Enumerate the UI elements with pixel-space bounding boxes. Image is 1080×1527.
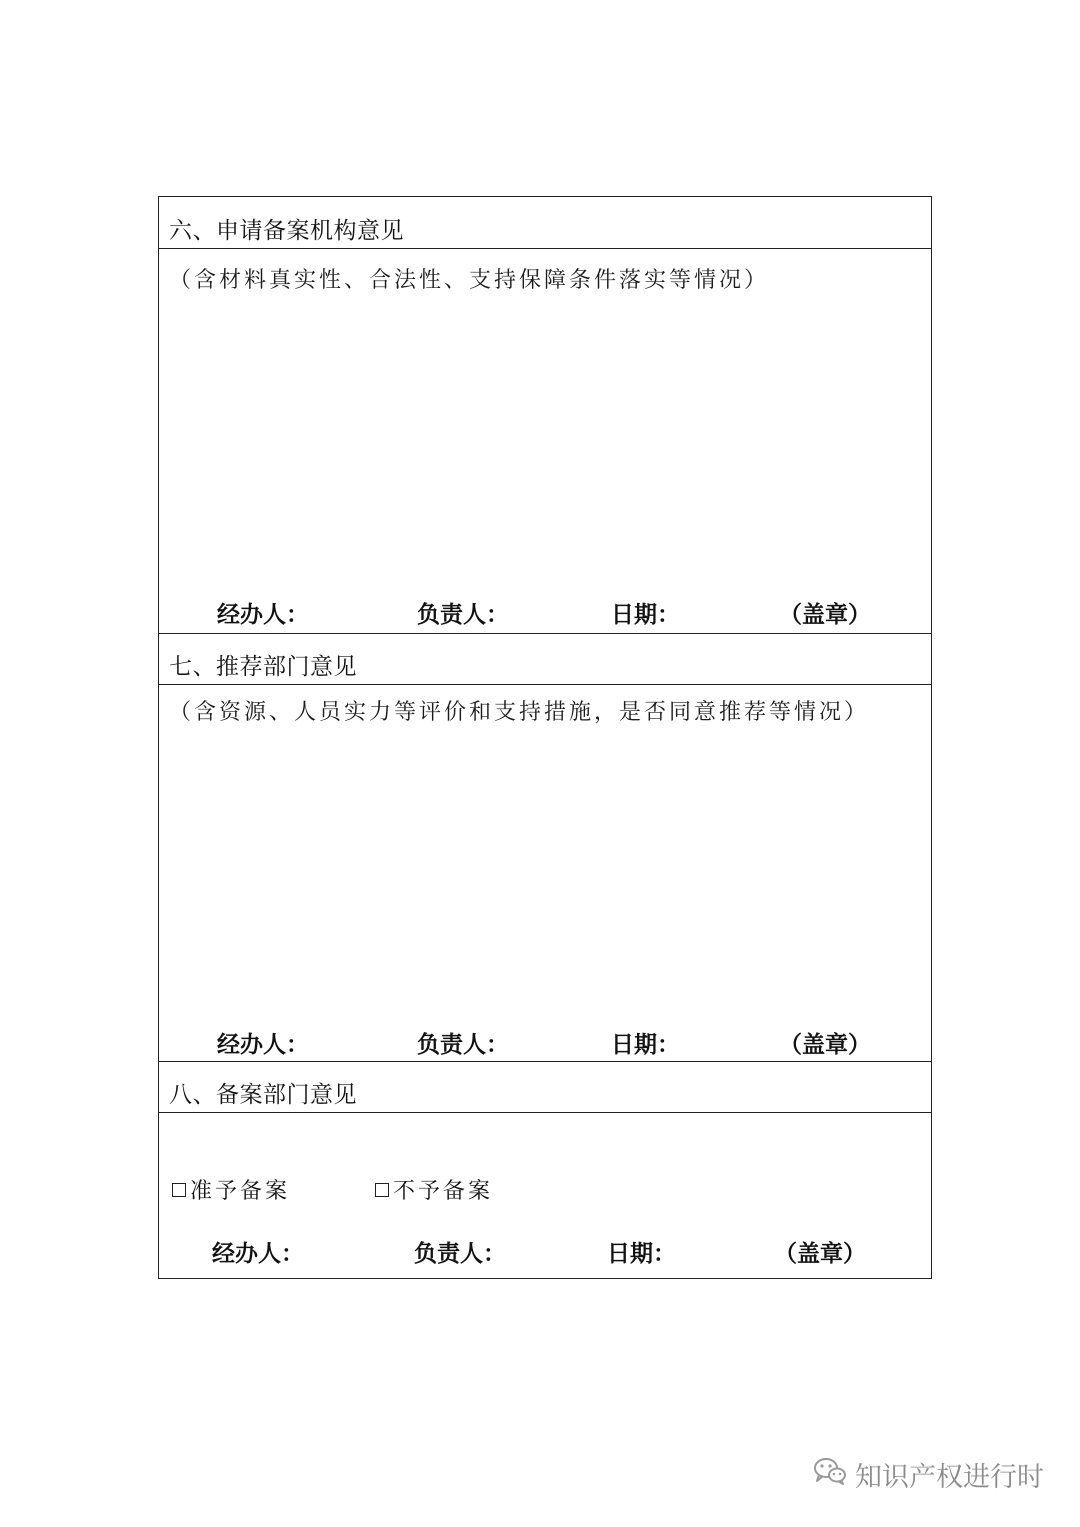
section-7-handler-label: 经办人：	[217, 1032, 309, 1058]
watermark	[813, 1455, 1044, 1494]
wechat-icon	[813, 1456, 855, 1493]
section-7-responsible-label: 负责人：	[417, 1032, 509, 1058]
section-8-seal-label: （盖章）	[774, 1241, 866, 1267]
section-6-title: 六、申请备案机构意见	[169, 218, 404, 244]
approve-option[interactable]	[172, 1174, 290, 1205]
section-8-responsible-label: 负责人：	[414, 1241, 506, 1267]
section-6-note: （含材料真实性、合法性、支持保障条件落实等情况）	[169, 268, 770, 293]
section-8-date-label: 日期：	[607, 1241, 676, 1267]
section-6-date-label: 日期：	[611, 602, 680, 628]
section-7-seal-label: （盖章）	[779, 1032, 871, 1058]
section-6-responsible-label: 负责人：	[417, 602, 509, 628]
filing-opinion-form	[158, 196, 932, 1279]
section-6-body[interactable]	[159, 249, 931, 634]
section-7-title: 七、推荐部门意见	[169, 654, 357, 680]
section-8-title: 八、备案部门意见	[169, 1082, 357, 1108]
section-7-body[interactable]	[159, 685, 931, 1062]
approve-checkbox[interactable]	[172, 1183, 186, 1197]
section-8-header	[159, 1062, 931, 1113]
reject-option-label: 不予备案	[393, 1179, 494, 1204]
section-7-note: （含资源、人员实力等评价和支持措施，是否同意推荐等情况）	[169, 700, 870, 725]
section-8-body	[159, 1113, 931, 1277]
section-6-header	[159, 197, 931, 249]
section-6-handler-label: 经办人：	[217, 602, 309, 628]
section-6-seal-label: （盖章）	[779, 602, 871, 628]
section-7-date-label: 日期：	[611, 1032, 680, 1058]
reject-option[interactable]	[375, 1174, 493, 1205]
section-7-header	[159, 634, 931, 685]
watermark-text: 知识产权进行时	[855, 1462, 1044, 1493]
reject-checkbox[interactable]	[375, 1183, 389, 1197]
approve-option-label: 准予备案	[190, 1179, 291, 1204]
section-8-handler-label: 经办人：	[212, 1241, 304, 1267]
